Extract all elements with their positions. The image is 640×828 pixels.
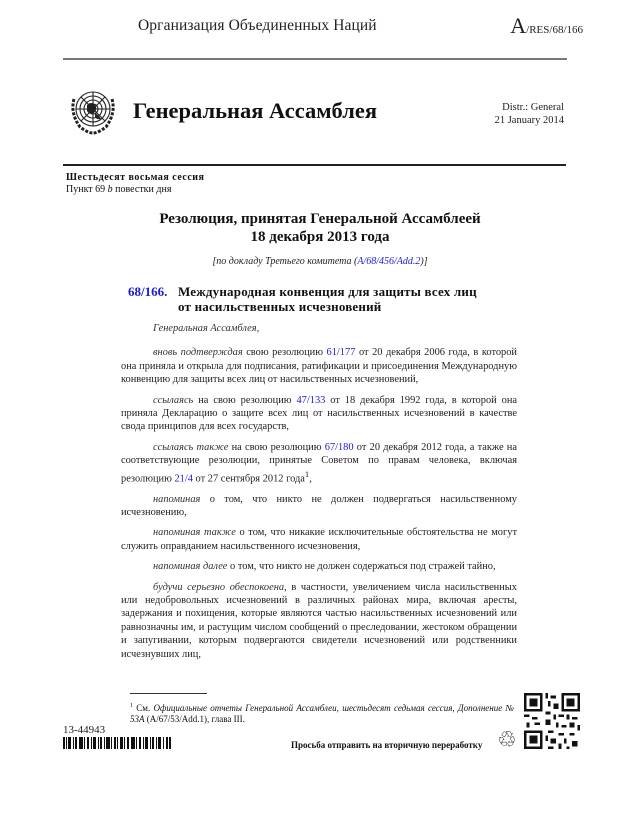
- header-rule: [63, 58, 567, 60]
- paragraph: будучи серьезно обеспокоена, в частности, увеличением числа насильственных или недобровольных исчезновений в различных районах мира, включая аресты, задержания и похищения, которые являются частью насильственных исчезновений или равнозначны им, и растущим числом сообщений о преследовании, жестоком обращении и запугивании, которым подвергаются свидетели исчезновений или родственники исчезнувших лиц,: [121, 581, 517, 660]
- paragraph: вновь подтверждая свою резолюцию 61/177 от 20 декабря 2006 года, в которой она приняла и открыла для подписания, ратификации и присоединения Международную конвенцию для защиты всех лиц от насильственных исчезновений,: [121, 347, 517, 386]
- resolution-link[interactable]: 67/180: [324, 441, 354, 453]
- footnote-rule: [130, 693, 207, 694]
- resolution-adoption-title: Резолюция, принятая Генеральной Ассамблеей 18 декабря 2013 года: [159, 211, 481, 245]
- document-symbol: [510, 13, 583, 39]
- issue-date: 21 January 2014: [494, 115, 564, 126]
- paragraph: напоминая также о том, что никакие исключительные обстоятельства не могут служить оправданием насильственного исчезновения,: [121, 527, 517, 552]
- symbol-letter: A: [510, 13, 527, 38]
- session-info: [66, 172, 204, 196]
- resolution-link[interactable]: 21/4: [174, 473, 193, 485]
- resolution-link[interactable]: 47/133: [296, 394, 326, 406]
- footnote-ref[interactable]: 1: [304, 468, 310, 479]
- agenda-item: Пункт 69 b повестки дня: [66, 184, 172, 195]
- session-name: Шестьдесят восьмая сессия: [66, 172, 205, 183]
- general-assembly-title: Генеральная Ассамблея: [133, 98, 378, 123]
- title-rule: [63, 164, 566, 166]
- resolution-number[interactable]: 68/166.: [128, 284, 168, 299]
- organization-name: Организация Объединенных Наций: [138, 17, 377, 34]
- recycle-icon: ♲: [497, 728, 517, 753]
- preamble: [121, 322, 517, 668]
- paragraph: Генеральная Ассамблея,: [153, 323, 260, 334]
- paragraph: ссылаясь также на свою резолюцию 67/180 от 20 декабря 2012 года, а также на соответствующие резолюции, принятые Советом по правам человека, включая резолюцию 21/4 от 27 сентября 2012 года$^1$,: [121, 441, 517, 485]
- paragraph: ссылаясь на свою резолюцию 47/133 от 18 декабря 1992 года, в которой она приняла Декларацию о защите всех лиц от насильственных исчезновений в качестве свода принципов для всех государств,: [121, 394, 518, 433]
- paragraph: напоминая о том, что никто не должен подвергаться насильственному исчезновению,: [121, 493, 517, 518]
- document-number: 13-44943: [63, 724, 106, 736]
- barcode-icon: [63, 737, 171, 749]
- distribution: Distr.: General: [502, 102, 564, 113]
- recycle-notice: Просьба отправить на вторичную переработку: [291, 740, 483, 750]
- paragraph: напоминая далее о том, что никто не должен содержаться под стражей тайно,: [153, 561, 496, 573]
- resolution-heading: Международная конвенция для защиты всех лиц от насильственных исчезновений: [178, 284, 477, 314]
- symbol-rest: /RES/68/166: [526, 24, 583, 36]
- resolution-link[interactable]: 61/177: [326, 347, 356, 359]
- report-reference: [по докладу Третьего комитета (A/68/456/Add.2)]: [212, 256, 428, 267]
- distribution-block: [495, 101, 564, 127]
- qr-code-icon: [524, 693, 580, 749]
- un-emblem-icon: [67, 87, 119, 135]
- report-link[interactable]: A/68/456/Add.2: [357, 256, 421, 267]
- footnote: $^1$ См. Официальные отчеты Генеральной Ассамблеи, шестьдесят седьмая сессия, Дополнение № 53А (A/67/53/Add.1), глава III.: [130, 703, 515, 724]
